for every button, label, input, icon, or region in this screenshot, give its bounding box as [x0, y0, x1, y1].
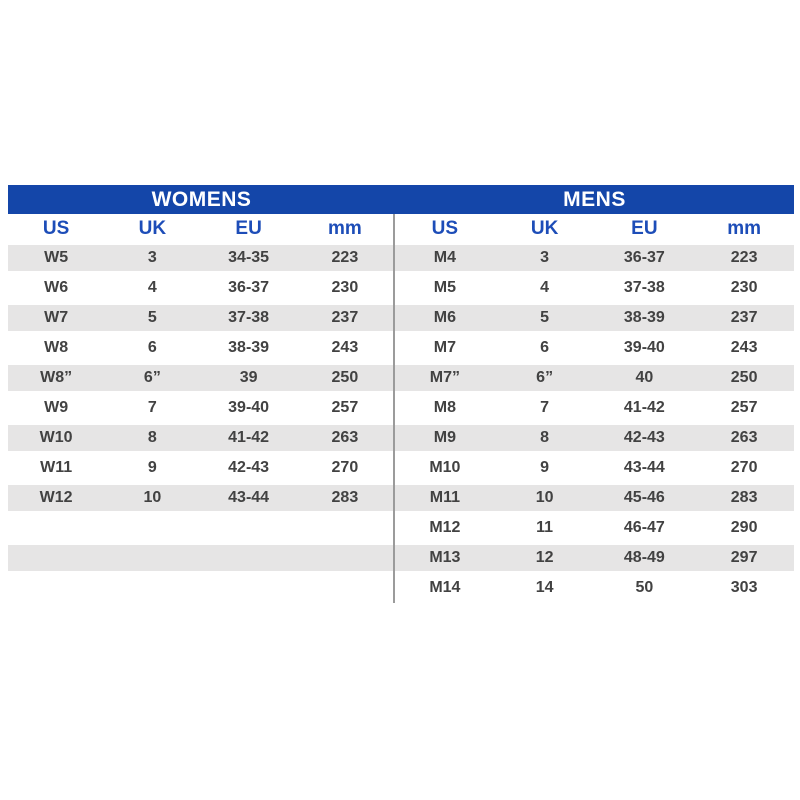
- table-cell: 263: [331, 429, 359, 446]
- table-row: [395, 423, 794, 453]
- column-header-eu: EU: [631, 218, 658, 239]
- table-cell: 37-38: [623, 279, 665, 296]
- table-row: [395, 243, 794, 273]
- table-cell: 37-38: [228, 309, 270, 326]
- table-cell: 9: [540, 459, 550, 476]
- table-cell: 237: [331, 309, 359, 326]
- table-cell: 223: [331, 249, 359, 266]
- womens-table: [8, 214, 393, 603]
- table-cell: 42-43: [623, 429, 665, 446]
- table-cell: M12: [429, 519, 461, 536]
- table-cell: 5: [540, 309, 550, 326]
- table-cell: 14: [535, 579, 554, 596]
- table-row: [395, 453, 794, 483]
- table-cell: 36-37: [228, 279, 270, 296]
- table-cell: 230: [730, 279, 758, 296]
- table-row: [395, 573, 794, 603]
- empty-row: [8, 573, 393, 603]
- table-cell: M10: [429, 459, 461, 476]
- table-cell: 243: [331, 339, 359, 356]
- tables-area: [8, 214, 794, 603]
- table-cell: 7: [540, 399, 550, 416]
- table-cell: W7: [44, 309, 69, 326]
- table-cell: W8: [44, 339, 69, 356]
- table-cell: W10: [39, 429, 73, 446]
- column-header-eu: EU: [235, 218, 262, 239]
- table-row: [8, 243, 393, 273]
- table-cell: M14: [429, 579, 461, 596]
- table-row: [8, 273, 393, 303]
- table-cell: 223: [730, 249, 758, 266]
- table-cell: 6”: [536, 369, 554, 386]
- table-cell: 257: [331, 399, 359, 416]
- table-cell: 283: [730, 489, 758, 506]
- table-cell: 41-42: [228, 429, 270, 446]
- table-cell: 237: [730, 309, 758, 326]
- table-title-band: [8, 185, 794, 214]
- table-row: [8, 303, 393, 333]
- table-cell: 39-40: [623, 339, 665, 356]
- table-cell: 303: [730, 579, 758, 596]
- mens-title: MENS: [563, 188, 626, 211]
- column-header-row: [395, 214, 794, 243]
- womens-title: WOMENS: [151, 188, 252, 211]
- table-row: [395, 483, 794, 513]
- table-cell: 4: [540, 279, 550, 296]
- table-cell: 42-43: [228, 459, 270, 476]
- table-cell: M7”: [429, 369, 460, 386]
- table-cell: W12: [39, 489, 73, 506]
- table-cell: 41-42: [623, 399, 665, 416]
- table-cell: 270: [730, 459, 758, 476]
- table-cell: 5: [147, 309, 157, 326]
- table-cell: 40: [635, 369, 654, 386]
- table-cell: 9: [147, 459, 157, 476]
- table-row: [395, 273, 794, 303]
- table-row: [395, 513, 794, 543]
- table-cell: 290: [730, 519, 758, 536]
- table-cell: 10: [535, 489, 554, 506]
- table-cell: M13: [429, 549, 461, 566]
- empty-row: [8, 513, 393, 543]
- column-header-us: US: [431, 218, 459, 239]
- table-row: [395, 333, 794, 363]
- table-cell: 8: [147, 429, 157, 446]
- table-cell: 257: [730, 399, 758, 416]
- column-header-uk: UK: [138, 218, 167, 239]
- table-cell: M8: [433, 399, 456, 416]
- table-row: [395, 303, 794, 333]
- column-header-mm: mm: [327, 218, 362, 239]
- table-cell: 12: [535, 549, 554, 566]
- table-cell: 6: [540, 339, 550, 356]
- table-cell: W6: [44, 279, 69, 296]
- table-cell: 48-49: [623, 549, 665, 566]
- table-cell: W5: [44, 249, 69, 266]
- table-row: [8, 423, 393, 453]
- table-row: [8, 363, 393, 393]
- column-header-row: [8, 214, 393, 243]
- table-cell: W11: [40, 459, 73, 476]
- table-cell: 7: [147, 399, 157, 416]
- table-cell: M6: [433, 309, 456, 326]
- table-row: [395, 363, 794, 393]
- table-cell: M7: [433, 339, 456, 356]
- table-row: [395, 543, 794, 573]
- table-cell: 3: [540, 249, 550, 266]
- table-cell: 50: [635, 579, 654, 596]
- table-cell: 6”: [143, 369, 161, 386]
- table-cell: 39-40: [228, 399, 270, 416]
- table-cell: M11: [429, 489, 460, 506]
- table-cell: W8”: [40, 369, 73, 386]
- table-row: [8, 333, 393, 363]
- column-header-mm: mm: [727, 218, 762, 239]
- table-cell: 230: [331, 279, 359, 296]
- table-cell: M9: [433, 429, 456, 446]
- table-cell: 270: [331, 459, 359, 476]
- table-cell: 36-37: [623, 249, 665, 266]
- table-cell: M4: [433, 249, 456, 266]
- shoe-size-chart: [8, 185, 794, 603]
- table-row: [8, 453, 393, 483]
- table-cell: 39: [239, 369, 258, 386]
- table-cell: 6: [147, 339, 157, 356]
- table-cell: 250: [730, 369, 758, 386]
- table-cell: 243: [730, 339, 758, 356]
- table-cell: 38-39: [228, 339, 270, 356]
- table-cell: 46-47: [623, 519, 665, 536]
- table-cell: 45-46: [623, 489, 665, 506]
- table-cell: 8: [540, 429, 550, 446]
- column-header-uk: UK: [530, 218, 559, 239]
- table-cell: 43-44: [228, 489, 270, 506]
- column-header-us: US: [42, 218, 70, 239]
- table-cell: 34-35: [228, 249, 270, 266]
- table-cell: 38-39: [623, 309, 665, 326]
- table-cell: 10: [143, 489, 162, 506]
- table-cell: W9: [44, 399, 69, 416]
- table-cell: 11: [536, 519, 554, 536]
- table-row: [8, 393, 393, 423]
- table-row: [395, 393, 794, 423]
- table-cell: 3: [147, 249, 157, 266]
- table-cell: M5: [433, 279, 456, 296]
- table-cell: 4: [147, 279, 157, 296]
- table-row: [8, 483, 393, 513]
- mens-table: [395, 214, 794, 603]
- empty-row: [8, 543, 393, 573]
- table-cell: 297: [730, 549, 758, 566]
- table-cell: 263: [730, 429, 758, 446]
- table-cell: 283: [331, 489, 359, 506]
- table-cell: 43-44: [623, 459, 665, 476]
- table-cell: 250: [331, 369, 359, 386]
